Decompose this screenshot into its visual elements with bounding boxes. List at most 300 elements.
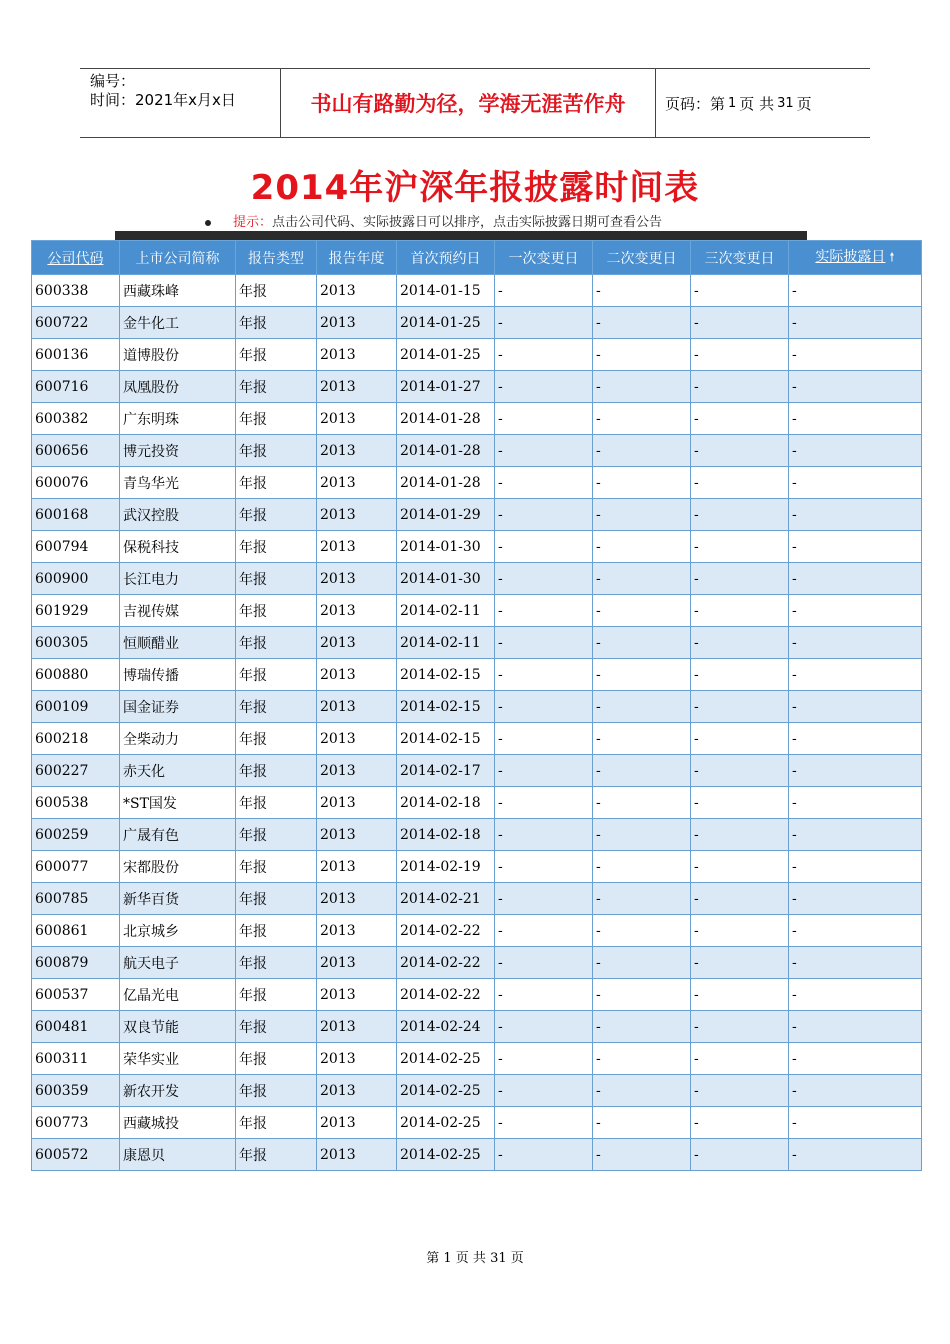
cell-name: 青鸟华光 (120, 467, 236, 499)
header-meta (80, 69, 280, 137)
cell-type: 年报 (236, 691, 317, 723)
cell-change-2: - (593, 851, 691, 883)
cell-code: 600168 (32, 499, 120, 531)
cell-first-date: 2014-02-18 (397, 819, 495, 851)
table-row (32, 403, 922, 435)
page-mid: 页 共 (739, 94, 775, 113)
cell-change-1: - (495, 595, 593, 627)
cell-change-3: - (691, 1011, 789, 1043)
cell-change-1: - (495, 915, 593, 947)
cell-type: 年报 (236, 947, 317, 979)
page-prefix: 页码：第 (665, 94, 726, 113)
cell-first-date: 2014-01-30 (397, 563, 495, 595)
cell-change-1: - (495, 947, 593, 979)
cell-actual-date: - (789, 915, 922, 947)
cell-actual-date: - (789, 403, 922, 435)
cell-type: 年报 (236, 723, 317, 755)
bullet-icon (205, 220, 211, 226)
cell-change-3: - (691, 531, 789, 563)
cell-type: 年报 (236, 499, 317, 531)
cell-change-1: - (495, 275, 593, 307)
cell-actual-date: - (789, 435, 922, 467)
cell-first-date: 2014-02-19 (397, 851, 495, 883)
cell-change-2: - (593, 915, 691, 947)
cell-year: 2013 (317, 467, 397, 499)
cell-change-2: - (593, 371, 691, 403)
cell-change-3: - (691, 563, 789, 595)
cell-change-3: - (691, 307, 789, 339)
cell-change-3: - (691, 659, 789, 691)
cell-change-1: - (495, 1011, 593, 1043)
cell-change-3: - (691, 755, 789, 787)
cell-change-3: - (691, 915, 789, 947)
table-header-row (32, 241, 922, 275)
cell-year: 2013 (317, 755, 397, 787)
cell-actual-date: - (789, 307, 922, 339)
cell-change-3: - (691, 723, 789, 755)
cell-first-date: 2014-02-22 (397, 979, 495, 1011)
table-row (32, 851, 922, 883)
cell-change-2: - (593, 1043, 691, 1075)
page-suffix: 页 (796, 94, 812, 113)
cell-first-date: 2014-02-25 (397, 1075, 495, 1107)
cell-actual-date: - (789, 755, 922, 787)
cell-year: 2013 (317, 1139, 397, 1171)
cell-change-1: - (495, 339, 593, 371)
cell-change-3: - (691, 403, 789, 435)
cell-year: 2013 (317, 339, 397, 371)
cell-name: 博元投资 (120, 435, 236, 467)
cell-actual-date: - (789, 1043, 922, 1075)
cell-name: 北京城乡 (120, 915, 236, 947)
cell-first-date: 2014-02-11 (397, 595, 495, 627)
cell-year: 2013 (317, 563, 397, 595)
cell-change-3: - (691, 627, 789, 659)
cell-change-2: - (593, 339, 691, 371)
cell-code: 600338 (32, 275, 120, 307)
cell-first-date: 2014-01-27 (397, 371, 495, 403)
table-row (32, 1011, 922, 1043)
cell-change-1: - (495, 467, 593, 499)
cell-code: 600879 (32, 947, 120, 979)
cell-code: 600794 (32, 531, 120, 563)
cell-type: 年报 (236, 883, 317, 915)
cell-name: 金牛化工 (120, 307, 236, 339)
cell-type: 年报 (236, 403, 317, 435)
cell-year: 2013 (317, 499, 397, 531)
cell-name: 西藏城投 (120, 1107, 236, 1139)
cell-change-2: - (593, 883, 691, 915)
cell-first-date: 2014-01-25 (397, 307, 495, 339)
table-row (32, 883, 922, 915)
cell-name: 康恩贝 (120, 1139, 236, 1171)
cell-actual-date: - (789, 1139, 922, 1171)
table-row (32, 371, 922, 403)
table-row (32, 467, 922, 499)
table-row (32, 627, 922, 659)
cell-code: 600218 (32, 723, 120, 755)
cell-change-2: - (593, 659, 691, 691)
cell-name: 赤天化 (120, 755, 236, 787)
cell-change-1: - (495, 1075, 593, 1107)
cell-first-date: 2014-02-24 (397, 1011, 495, 1043)
cell-name: 武汉控股 (120, 499, 236, 531)
header-change-1: 一次变更日 (495, 241, 593, 275)
cell-type: 年报 (236, 339, 317, 371)
cell-change-3: - (691, 499, 789, 531)
cell-code: 600481 (32, 1011, 120, 1043)
cell-change-2: - (593, 595, 691, 627)
header-company-code[interactable]: 公司代码 (32, 241, 120, 275)
cell-change-3: - (691, 595, 789, 627)
cell-name: 宋都股份 (120, 851, 236, 883)
cell-code: 600077 (32, 851, 120, 883)
cell-change-2: - (593, 467, 691, 499)
cell-first-date: 2014-01-28 (397, 467, 495, 499)
cell-code: 600259 (32, 819, 120, 851)
cell-type: 年报 (236, 467, 317, 499)
header-company-name: 上市公司简称 (120, 241, 236, 275)
table-row (32, 339, 922, 371)
cell-change-3: - (691, 819, 789, 851)
cell-type: 年报 (236, 1043, 317, 1075)
cell-type: 年报 (236, 595, 317, 627)
cell-code: 600109 (32, 691, 120, 723)
cell-type: 年报 (236, 1107, 317, 1139)
cell-actual-date: - (789, 883, 922, 915)
cell-first-date: 2014-01-15 (397, 275, 495, 307)
cell-name: 双良节能 (120, 1011, 236, 1043)
cell-actual-date: - (789, 1011, 922, 1043)
cell-change-3: - (691, 691, 789, 723)
cell-type: 年报 (236, 563, 317, 595)
cell-type: 年报 (236, 979, 317, 1011)
cell-change-3: - (691, 979, 789, 1011)
table-row (32, 979, 922, 1011)
cell-change-2: - (593, 979, 691, 1011)
cell-code: 600076 (32, 467, 120, 499)
table-row (32, 435, 922, 467)
tip-line (205, 211, 662, 230)
cell-first-date: 2014-02-22 (397, 915, 495, 947)
cell-change-1: - (495, 563, 593, 595)
cell-name: 亿晶光电 (120, 979, 236, 1011)
cell-change-1: - (495, 979, 593, 1011)
cell-actual-date: - (789, 1107, 922, 1139)
footer-mid: 页 共 (455, 1251, 486, 1266)
cell-year: 2013 (317, 531, 397, 563)
cell-actual-date: - (789, 531, 922, 563)
cell-year: 2013 (317, 947, 397, 979)
cell-change-3: - (691, 275, 789, 307)
table-row (32, 787, 922, 819)
cell-year: 2013 (317, 691, 397, 723)
cell-actual-date: - (789, 563, 922, 595)
cell-change-1: - (495, 1107, 593, 1139)
cell-change-3: - (691, 787, 789, 819)
cell-first-date: 2014-02-25 (397, 1139, 495, 1171)
footer-total: 31 (490, 1251, 507, 1266)
cell-actual-date: - (789, 979, 922, 1011)
cell-change-1: - (495, 787, 593, 819)
table-row (32, 595, 922, 627)
divider-bar (115, 231, 807, 240)
cell-change-1: - (495, 435, 593, 467)
page-footer (0, 1247, 950, 1266)
cell-actual-date: - (789, 691, 922, 723)
cell-change-2: - (593, 755, 691, 787)
cell-name: 新华百货 (120, 883, 236, 915)
header-motto: 书山有路勤为径，学海无涯苦作舟 (280, 69, 656, 137)
cell-code: 600572 (32, 1139, 120, 1171)
cell-code: 600773 (32, 1107, 120, 1139)
cell-code: 600136 (32, 339, 120, 371)
cell-change-1: - (495, 307, 593, 339)
header-report-type: 报告类型 (236, 241, 317, 275)
cell-code: 600305 (32, 627, 120, 659)
cell-change-2: - (593, 1075, 691, 1107)
cell-actual-date: - (789, 787, 922, 819)
cell-change-2: - (593, 787, 691, 819)
table-row (32, 1075, 922, 1107)
cell-type: 年报 (236, 1075, 317, 1107)
cell-change-2: - (593, 435, 691, 467)
cell-year: 2013 (317, 1107, 397, 1139)
cell-code: 600359 (32, 1075, 120, 1107)
cell-year: 2013 (317, 1011, 397, 1043)
cell-code: 600538 (32, 787, 120, 819)
page-total: 31 (777, 95, 794, 111)
cell-actual-date: - (789, 339, 922, 371)
table-row (32, 499, 922, 531)
cell-first-date: 2014-02-15 (397, 691, 495, 723)
cell-name: 长江电力 (120, 563, 236, 595)
cell-type: 年报 (236, 851, 317, 883)
table-row (32, 691, 922, 723)
table-row (32, 307, 922, 339)
cell-change-3: - (691, 1075, 789, 1107)
header-change-2: 二次变更日 (593, 241, 691, 275)
cell-code: 600861 (32, 915, 120, 947)
table-row (32, 275, 922, 307)
cell-change-2: - (593, 691, 691, 723)
cell-year: 2013 (317, 883, 397, 915)
cell-name: 吉视传媒 (120, 595, 236, 627)
cell-name: 国金证券 (120, 691, 236, 723)
cell-first-date: 2014-01-28 (397, 403, 495, 435)
cell-name: 全柴动力 (120, 723, 236, 755)
cell-name: 荣华实业 (120, 1043, 236, 1075)
cell-change-3: - (691, 851, 789, 883)
table-row (32, 915, 922, 947)
cell-code: 600227 (32, 755, 120, 787)
cell-year: 2013 (317, 787, 397, 819)
cell-change-2: - (593, 1011, 691, 1043)
cell-change-2: - (593, 947, 691, 979)
cell-change-2: - (593, 1139, 691, 1171)
cell-first-date: 2014-01-30 (397, 531, 495, 563)
cell-first-date: 2014-02-15 (397, 723, 495, 755)
cell-change-1: - (495, 851, 593, 883)
cell-change-3: - (691, 467, 789, 499)
cell-change-1: - (495, 755, 593, 787)
cell-code: 600311 (32, 1043, 120, 1075)
cell-year: 2013 (317, 659, 397, 691)
document-header (80, 68, 870, 138)
cell-change-1: - (495, 499, 593, 531)
cell-change-1: - (495, 1139, 593, 1171)
cell-year: 2013 (317, 595, 397, 627)
cell-change-3: - (691, 435, 789, 467)
page-title: 2014年沪深年报披露时间表 (250, 168, 700, 208)
cell-change-1: - (495, 659, 593, 691)
cell-change-2: - (593, 1107, 691, 1139)
cell-type: 年报 (236, 659, 317, 691)
header-change-3: 三次变更日 (691, 241, 789, 275)
cell-actual-date: - (789, 851, 922, 883)
cell-year: 2013 (317, 627, 397, 659)
cell-first-date: 2014-02-18 (397, 787, 495, 819)
cell-actual-date: - (789, 723, 922, 755)
table-row (32, 1043, 922, 1075)
cell-change-2: - (593, 563, 691, 595)
cell-name: 凤凰股份 (120, 371, 236, 403)
header-actual-date-cell[interactable] (789, 241, 922, 275)
cell-actual-date: - (789, 499, 922, 531)
table-row (32, 819, 922, 851)
cell-change-2: - (593, 403, 691, 435)
cell-change-1: - (495, 371, 593, 403)
table-row (32, 1139, 922, 1171)
cell-actual-date: - (789, 467, 922, 499)
cell-first-date: 2014-02-22 (397, 947, 495, 979)
cell-type: 年报 (236, 1011, 317, 1043)
cell-change-3: - (691, 947, 789, 979)
table-row (32, 723, 922, 755)
cell-change-2: - (593, 307, 691, 339)
time-label: 时间：2021年x月x日 (90, 91, 236, 109)
footer-suffix: 页 (510, 1251, 524, 1266)
cell-name: 航天电子 (120, 947, 236, 979)
disclosure-table (31, 240, 922, 1171)
cell-name: 道博股份 (120, 339, 236, 371)
cell-change-3: - (691, 339, 789, 371)
cell-name: 西藏珠峰 (120, 275, 236, 307)
cell-change-1: - (495, 883, 593, 915)
cell-first-date: 2014-01-29 (397, 499, 495, 531)
cell-actual-date: - (789, 659, 922, 691)
cell-code: 600537 (32, 979, 120, 1011)
sort-arrow-icon[interactable]: 🠕 (889, 250, 895, 264)
cell-change-2: - (593, 499, 691, 531)
cell-change-1: - (495, 691, 593, 723)
header-page-info (655, 69, 870, 137)
table-row (32, 531, 922, 563)
cell-change-3: - (691, 371, 789, 403)
cell-actual-date: - (789, 371, 922, 403)
cell-year: 2013 (317, 979, 397, 1011)
cell-year: 2013 (317, 723, 397, 755)
cell-change-1: - (495, 403, 593, 435)
cell-code: 600785 (32, 883, 120, 915)
cell-name: 保税科技 (120, 531, 236, 563)
cell-first-date: 2014-01-25 (397, 339, 495, 371)
cell-year: 2013 (317, 915, 397, 947)
cell-year: 2013 (317, 1043, 397, 1075)
cell-actual-date: - (789, 627, 922, 659)
cell-year: 2013 (317, 371, 397, 403)
header-report-year: 报告年度 (317, 241, 397, 275)
cell-code: 600716 (32, 371, 120, 403)
number-label: 编号： (90, 72, 136, 90)
cell-change-2: - (593, 531, 691, 563)
cell-type: 年报 (236, 787, 317, 819)
cell-actual-date: - (789, 819, 922, 851)
cell-name: 博瑞传播 (120, 659, 236, 691)
footer-page: 1 (443, 1251, 452, 1266)
cell-change-3: - (691, 1139, 789, 1171)
header-actual-date[interactable]: 实际披露日 (815, 249, 886, 265)
cell-first-date: 2014-02-17 (397, 755, 495, 787)
cell-name: 恒顺醋业 (120, 627, 236, 659)
cell-code: 600722 (32, 307, 120, 339)
cell-year: 2013 (317, 403, 397, 435)
tip-text: 点击公司代码、实际披露日可以排序，点击实际披露日期可查看公告 (272, 215, 663, 230)
cell-change-3: - (691, 883, 789, 915)
cell-change-1: - (495, 531, 593, 563)
table-row (32, 563, 922, 595)
cell-change-3: - (691, 1043, 789, 1075)
cell-year: 2013 (317, 435, 397, 467)
table-row (32, 947, 922, 979)
cell-change-2: - (593, 275, 691, 307)
cell-first-date: 2014-02-25 (397, 1107, 495, 1139)
cell-code: 600900 (32, 563, 120, 595)
cell-type: 年报 (236, 627, 317, 659)
footer-prefix: 第 (426, 1251, 440, 1266)
cell-change-3: - (691, 1107, 789, 1139)
cell-change-1: - (495, 819, 593, 851)
cell-year: 2013 (317, 819, 397, 851)
cell-name: 广晟有色 (120, 819, 236, 851)
cell-first-date: 2014-02-15 (397, 659, 495, 691)
cell-type: 年报 (236, 531, 317, 563)
page-number: 1 (728, 95, 737, 111)
cell-type: 年报 (236, 371, 317, 403)
cell-type: 年报 (236, 1139, 317, 1171)
cell-actual-date: - (789, 1075, 922, 1107)
header-first-date: 首次预约日 (397, 241, 495, 275)
cell-change-1: - (495, 627, 593, 659)
cell-year: 2013 (317, 275, 397, 307)
cell-actual-date: - (789, 595, 922, 627)
cell-year: 2013 (317, 1075, 397, 1107)
cell-change-2: - (593, 819, 691, 851)
cell-change-1: - (495, 723, 593, 755)
cell-first-date: 2014-02-11 (397, 627, 495, 659)
cell-code: 600880 (32, 659, 120, 691)
cell-first-date: 2014-01-28 (397, 435, 495, 467)
table-row (32, 659, 922, 691)
cell-code: 601929 (32, 595, 120, 627)
cell-change-1: - (495, 1043, 593, 1075)
cell-change-2: - (593, 627, 691, 659)
cell-type: 年报 (236, 915, 317, 947)
cell-name: *ST国发 (120, 787, 236, 819)
cell-actual-date: - (789, 947, 922, 979)
cell-actual-date: - (789, 275, 922, 307)
cell-type: 年报 (236, 819, 317, 851)
